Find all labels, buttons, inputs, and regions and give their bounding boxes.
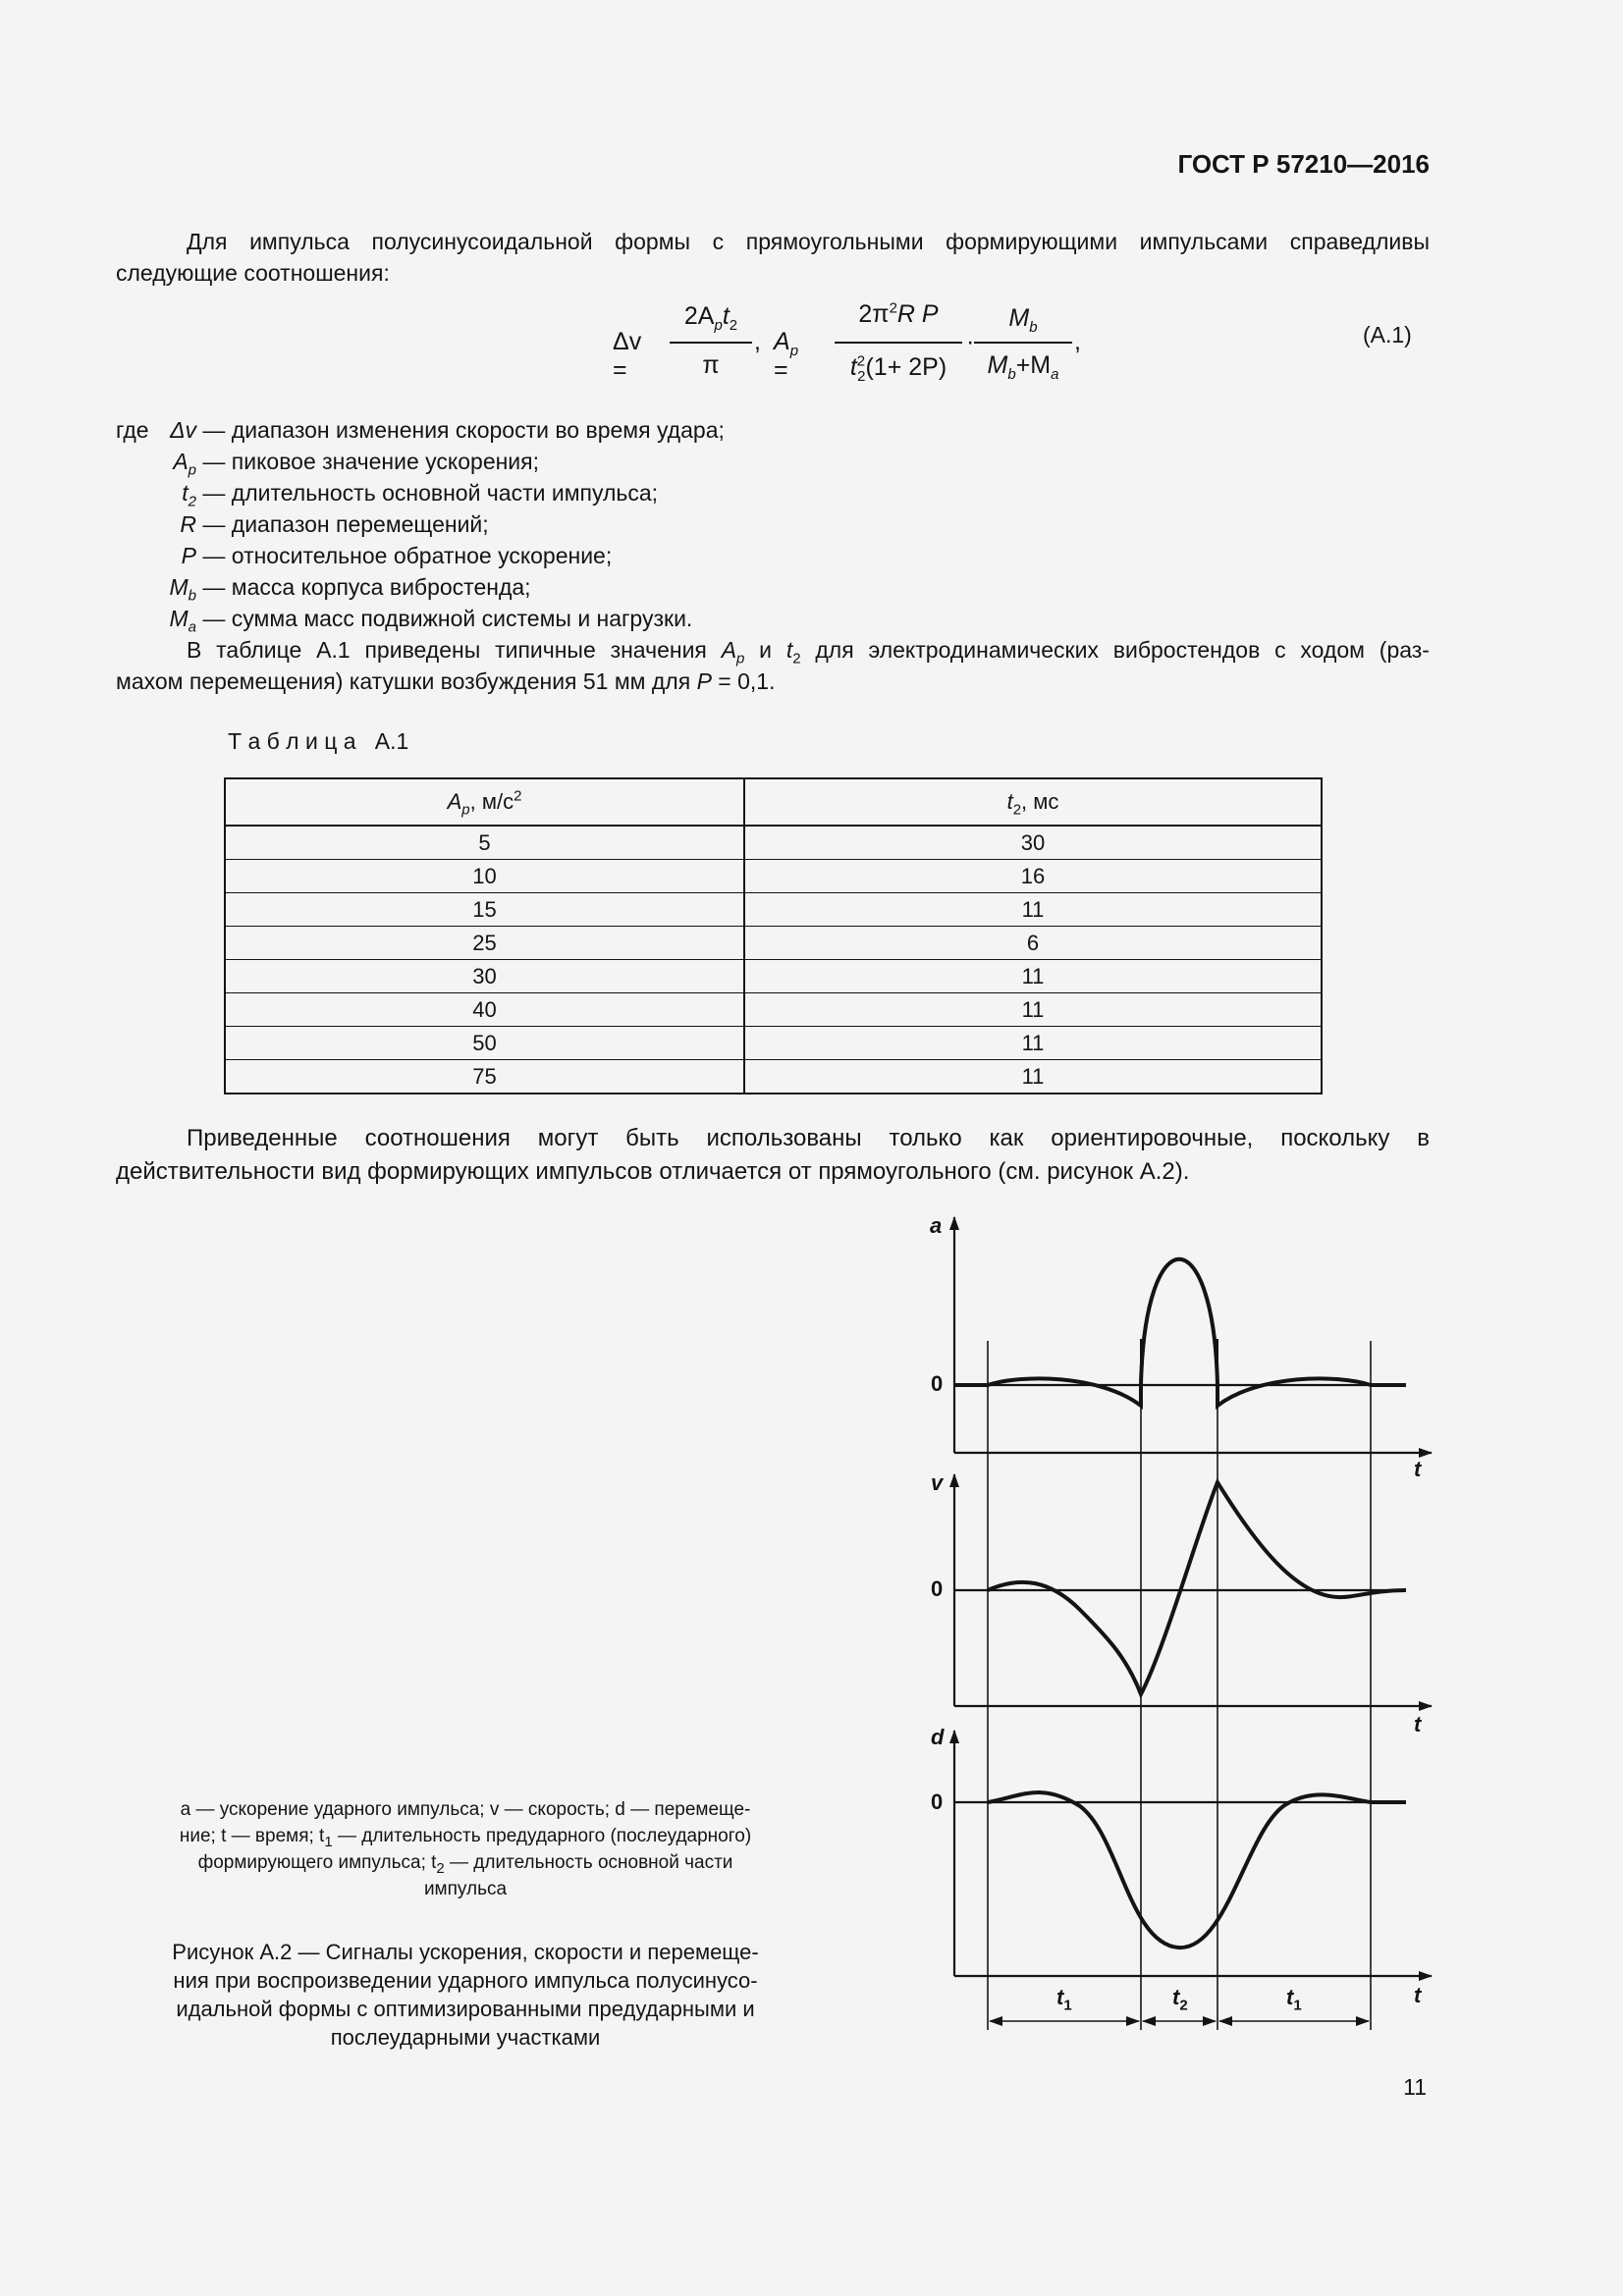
formula-ap-denominator: $t^2_2(1+ 2P)$	[849, 352, 947, 385]
cell-ap: 50	[225, 1027, 744, 1060]
cell-t2: 11	[744, 893, 1322, 927]
cell-t2: 11	[744, 960, 1322, 993]
t1-left-label: $t_1$	[1056, 1985, 1072, 2014]
legend-symbol: $t_2$	[182, 480, 196, 510]
table-row	[225, 993, 1322, 1027]
zero-a: 0	[931, 1371, 944, 1396]
table-col-ap: $A_p$, $м/с^2$	[225, 778, 744, 826]
label-v: v	[931, 1470, 944, 1495]
legend-text: — относительное обратное ускорение;	[196, 543, 613, 568]
legend-row	[0, 414, 725, 446]
legend-text: — пиковое значение ускорения;	[196, 449, 539, 474]
cell-ap: 75	[225, 1060, 744, 1095]
cell-ap: 5	[225, 826, 744, 860]
legend-row	[0, 446, 539, 477]
cell-ap: 10	[225, 860, 744, 893]
legend-text: — длительность основной части импульса;	[196, 480, 659, 506]
curve-velocity	[988, 1482, 1406, 1694]
curve-acceleration	[954, 1259, 1406, 1406]
table-intro-line2: махом перемещения) катушки возбуждения 51 мм для P = 0,1.	[116, 668, 776, 694]
table-row	[225, 1027, 1322, 1060]
t1-right-label: $t_1$	[1286, 1985, 1302, 2014]
formula-comma: ,	[754, 328, 761, 355]
cell-t2: 11	[744, 993, 1322, 1027]
formula-dv-lhs: Δv =	[613, 328, 642, 384]
t-label-v: t	[1414, 1712, 1422, 1736]
t-label-a: t	[1414, 1457, 1422, 1481]
legend-symbol: Δv	[170, 417, 196, 443]
data-table	[224, 777, 1323, 1095]
note-line2: действительности вид формирующих импульсов отличается от прямоугольного (см. рисунок А.2).	[116, 1158, 1190, 1185]
cell-t2: 30	[744, 826, 1322, 860]
formula-m-numerator: $M_b$	[1008, 304, 1038, 336]
table-col-t2: $t_2$, мс	[744, 778, 1322, 826]
formula-ap-numerator: $2\pi^2R$ P	[858, 299, 939, 328]
formula-m-bar	[974, 342, 1072, 344]
legend-row	[0, 571, 531, 603]
formula-dv-numerator: $2A_pt_2$	[683, 302, 738, 334]
table-row	[225, 1060, 1322, 1095]
formula-ap-bar	[835, 342, 962, 344]
legend-row	[0, 540, 612, 571]
cell-ap: 15	[225, 893, 744, 927]
table-title: Т а б л и ц а А.1	[228, 728, 409, 754]
formula-ap-lhs: $A_p$ =	[774, 328, 799, 384]
legend-symbol: R	[180, 511, 196, 537]
label-a: a	[930, 1213, 943, 1238]
legend-text: — диапазон перемещений;	[196, 511, 489, 537]
legend-row	[0, 508, 489, 540]
legend-row	[0, 603, 692, 634]
cell-ap: 30	[225, 960, 744, 993]
cell-ap: 25	[225, 927, 744, 960]
table-row	[225, 826, 1322, 860]
legend-row	[0, 477, 658, 508]
table-row	[225, 860, 1322, 893]
document-header: ГОСТ Р 57210—2016	[1177, 149, 1430, 179]
legend-symbol: $M_b$	[169, 574, 196, 605]
figure-a2	[884, 1202, 1434, 2066]
where-label: где	[116, 417, 149, 443]
t2-label: $t_2$	[1172, 1985, 1188, 2014]
intro-paragraph: Для импульса полусинусоидальной формы с прямоугольными формирующими импульсами справедливы следующие соотношения:	[116, 229, 1430, 286]
cell-ap: 40	[225, 993, 744, 1027]
formula-dv-bar	[670, 342, 752, 344]
figure-legend: a — ускорение ударного импульса; v — скорость; d — перемеще- ние; t — время; $t_1$ — длительность предударного (послеударного) формирующего импульса; $t_2$ — длительность основной части импульса	[179, 1799, 752, 1899]
legend-text: — сумма масс подвижной системы и нагрузки.	[196, 606, 693, 631]
legend-text: — масса корпуса вибростенда;	[196, 574, 531, 600]
figure-caption: Рисунок А.2 — Сигналы ускорения, скорости и перемеще- ния при воспроизведении ударного импульса полусинусо- идальной формы с оптимизированными предударными и послеударными участками	[172, 1940, 759, 2050]
curve-displacement	[988, 1792, 1406, 1948]
formula-dot: ·	[966, 328, 975, 355]
legend-symbol: $M_a$	[169, 606, 196, 636]
table-row	[225, 960, 1322, 993]
note-line1: Приведенные соотношения могут быть использованы только как ориентировочные, поскольку в	[187, 1125, 1430, 1151]
legend-text: — диапазон изменения скорости во время удара;	[196, 417, 725, 443]
label-d: d	[931, 1725, 945, 1749]
zero-d: 0	[931, 1789, 944, 1814]
formula-comma-end: ,	[1074, 328, 1081, 355]
formula-number: (A.1)	[1363, 322, 1412, 347]
cell-t2: 11	[744, 1027, 1322, 1060]
table-row	[225, 893, 1322, 927]
table-header-row	[225, 778, 1322, 826]
cell-t2: 6	[744, 927, 1322, 960]
cell-t2: 16	[744, 860, 1322, 893]
page-number: 11	[1403, 2074, 1427, 2100]
formula-dv-denominator: π	[702, 351, 720, 379]
legend-symbol: P	[181, 543, 196, 568]
legend-symbol: $A_p$	[173, 449, 196, 479]
cell-t2: 11	[744, 1060, 1322, 1095]
table-intro-line1: В таблице А.1 приведены типичные значения $A_p$ и $t_2$ для электродинамических вибростендов с ходом (раз-	[187, 637, 1430, 667]
table-row	[225, 927, 1322, 960]
t-label-d: t	[1414, 1983, 1422, 2007]
formula-m-denominator: $M_b+M_a$	[987, 351, 1059, 383]
zero-v: 0	[931, 1576, 944, 1601]
